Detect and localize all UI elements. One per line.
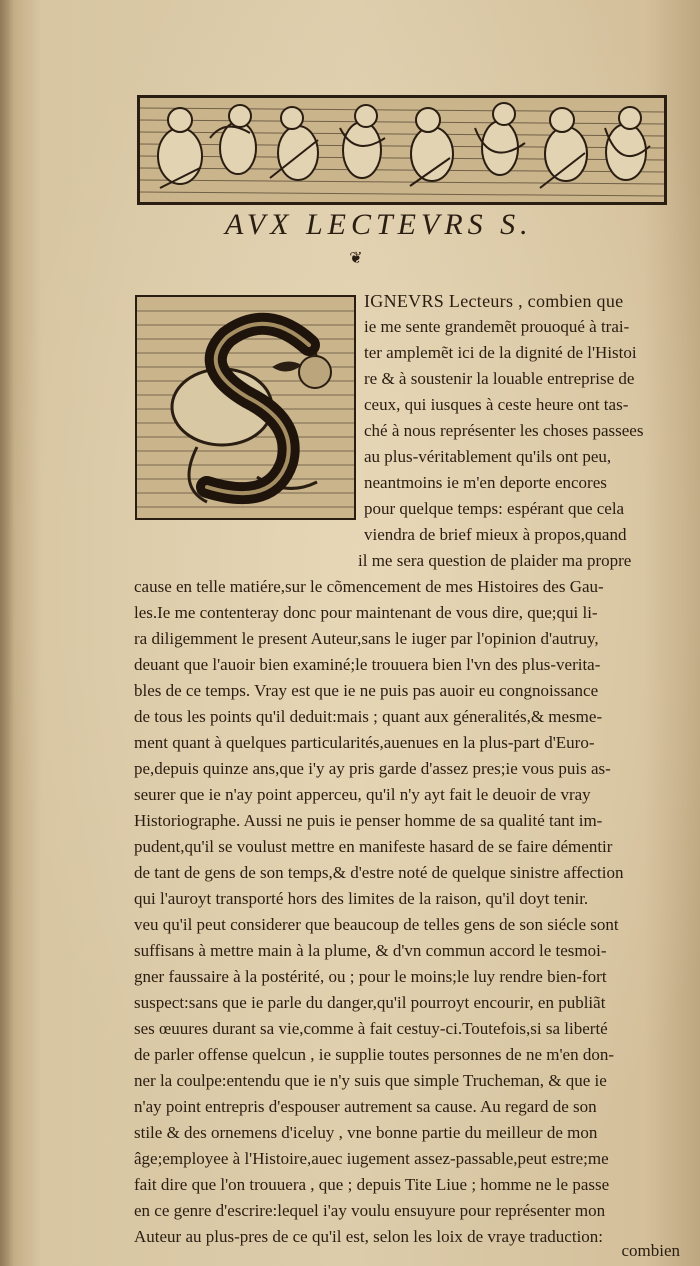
text-line: ché à nous représenter les choses passees <box>364 421 644 440</box>
text-line: seurer que ie n'ay point apperceu, qu'il n'y ayt fait le deuoir de vray <box>134 785 591 804</box>
putti-frieze-woodcut-icon <box>137 95 667 205</box>
text-line: de tant de gens de son temps,& d'estre noté de quelque sinistre affection <box>134 863 624 882</box>
text-line: re & à soustenir la louable entreprise de <box>364 369 635 388</box>
text-line: les.Ie me contenteray donc pour maintenant de vous dire, que;qui li- <box>134 603 598 622</box>
text-line: ceux, qui iusques à ceste heure ont tas- <box>364 395 629 414</box>
catchword: combien <box>621 1241 680 1260</box>
text-line: deuant que l'auoir bien examiné;le trouuera bien l'vn des plus-verita- <box>134 655 601 674</box>
text-line: gner faussaire à la postérité, ou ; pour le moins;le luy rendre bien-fort <box>134 967 607 986</box>
text-line: ment quant à quelques particularités,auenues en la plus-part d'Euro- <box>134 733 595 752</box>
text-line: en ce genre d'escrire:lequel i'ay voulu ensuyure pour représenter mon <box>134 1201 606 1220</box>
text-line: de tous les points qu'il deduit:mais ; quant aux géneralités,& mesme- <box>134 707 603 726</box>
text-line: suspect:sans que ie parle du danger,qu'il pourroyt encourir, en publiãt <box>134 993 606 1012</box>
text-line: n'ay point entrepris d'espouser autrement sa cause. Au regard de son <box>134 1097 597 1116</box>
ornament-fleuron: ❦ <box>349 250 363 267</box>
text-line: suffisans à mettre main à la plume, & d'vn commun accord le tesmoi- <box>134 941 607 960</box>
text-line: Historiographe. Aussi ne puis ie penser homme de sa qualité tant im- <box>134 811 603 830</box>
text-line: bles de ce temps. Vray est que ie ne puis pas auoir eu congnoissance <box>134 681 599 700</box>
text-line: ner la coulpe:entendu que ie n'y suis que simple Trucheman, & que ie <box>134 1071 607 1090</box>
text-line: ie me sente grandemẽt prouoqué à trai- <box>364 317 630 336</box>
text-line: fait dire que l'on trouuera , que ; depuis Tite Liue ; homme ne le passe <box>134 1175 610 1194</box>
decorated-initial-s-bird-icon <box>135 295 356 520</box>
text-line: au plus-véritablement qu'ils ont peu, <box>364 447 612 466</box>
text-line: de parler offense quelcun , ie supplie toutes personnes de ne m'en don- <box>134 1045 615 1064</box>
text-line: viendra de brief mieux à propos,quand <box>364 525 627 544</box>
text-line: veu qu'il peut considerer que beaucoup de telles gens de son siécle sont <box>134 915 619 934</box>
text-line: qui l'auroyt transporté hors des limites de la raison, qu'il doyt tenir. <box>134 889 589 908</box>
page-gutter-shadow <box>0 0 14 1266</box>
text-line: il me sera question de plaider ma propre <box>358 551 632 570</box>
text-line: Auteur au plus-pres de ce qu'il est, selon les loix de vraye traduction: <box>134 1227 604 1246</box>
text-line: cause en telle matiére,sur le cõmencement de mes Histoires des Gau- <box>134 577 604 596</box>
text-line: pour quelque temps: espérant que cela <box>364 499 625 518</box>
text-line: pe,depuis quinze ans,que i'y ay pris garde d'assez pres;ie vous puis as- <box>134 759 611 778</box>
page-title: AVX LECTEVRS S. <box>225 208 533 241</box>
text-line: pudent,qu'il se voulust mettre en manifeste hasard de se faire démentir <box>134 837 613 856</box>
text-line: ter amplemẽt ici de la dignité de l'Histoi <box>364 343 637 362</box>
text-line: ses œuures durant sa vie,comme à fait cestuy-ci.Toutefois,si sa liberté <box>134 1019 608 1038</box>
text-line: neantmoins ie m'en deporte encores <box>364 473 607 492</box>
text-line: stile & des ornemens d'iceluy , vne bonne partie du meilleur de mon <box>134 1123 598 1142</box>
text-line: IGNEVRS Lecteurs , combien que <box>364 291 624 311</box>
text-line: âge;employee à l'Histoire,auec iugement assez-passable,peut estre;me <box>134 1149 609 1168</box>
text-line: ra diligemment le present Auteur,sans le iuger par l'opinion d'autruy, <box>134 629 599 648</box>
